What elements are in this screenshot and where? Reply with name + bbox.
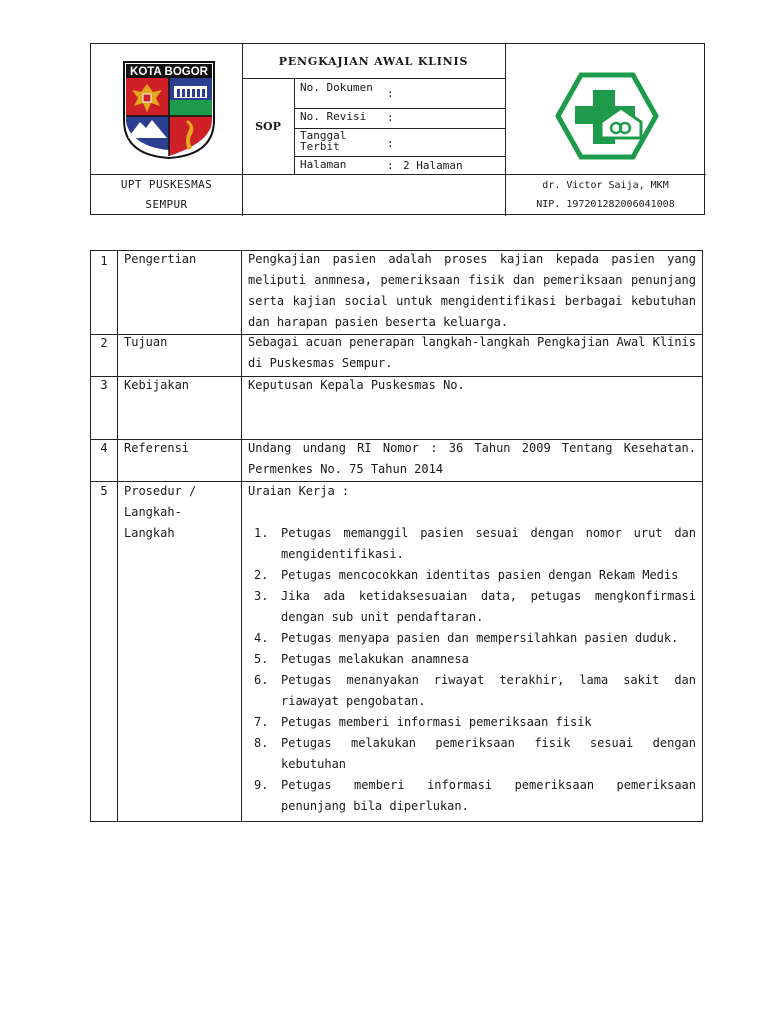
- upt-line-2: SEMPUR: [145, 198, 188, 211]
- table-divider: [117, 251, 118, 821]
- document-title: PENGKAJIAN AWAL KLINIS: [278, 54, 469, 68]
- meta-row-dokumen: [294, 81, 505, 108]
- row-content: Keputusan Kepala Puskesmas No.: [248, 378, 465, 392]
- kota-bogor-logo: [122, 60, 216, 160]
- step-text: Petugas melakukan pemeriksaan fisik sesuai dengan kebutuhan: [281, 736, 696, 771]
- step-number: 7.: [254, 715, 269, 729]
- row-number: 2: [100, 336, 108, 350]
- procedure-step: [248, 586, 696, 628]
- row-label: Referensi: [124, 441, 190, 455]
- meta-colon: :: [387, 87, 394, 100]
- document-header: [90, 43, 705, 215]
- step-number: 9.: [254, 778, 269, 792]
- step-number: 5.: [254, 652, 269, 666]
- procedure-content: [248, 481, 696, 817]
- procedure-step: [248, 565, 696, 586]
- meta-label: Halaman: [300, 158, 347, 171]
- sop-label: SOP: [255, 119, 281, 133]
- meta-colon: :: [387, 159, 394, 172]
- step-number: 6.: [254, 673, 269, 687]
- step-number: 4.: [254, 631, 269, 645]
- upt-name: [91, 174, 242, 216]
- meta-label: Tanggal Terbit: [300, 129, 347, 153]
- row-label: Tujuan: [124, 335, 168, 349]
- procedure-step: [248, 523, 696, 565]
- procedure-step: [248, 733, 696, 775]
- step-text: Petugas memanggil pasien sesuai dengan nomor urut dan mengidentifikasi.: [281, 526, 696, 561]
- step-number: 1.: [254, 526, 269, 540]
- step-text: Jika ada ketidaksesuaian data, petugas mengkonfirmasi dengan sub unit pendaftaran.: [281, 589, 696, 624]
- signatory: [505, 174, 706, 216]
- procedure-step: [248, 712, 696, 733]
- step-text: Petugas memberi informasi pemeriksaan fisik: [281, 715, 592, 729]
- meta-row-revisi: [294, 110, 505, 128]
- puskesmas-logo-icon: [555, 72, 659, 160]
- meta-label: No. Revisi: [300, 110, 367, 123]
- upt-line-1: UPT PUSKESMAS: [120, 178, 213, 191]
- step-number: 2.: [254, 568, 269, 582]
- step-text: Petugas melakukan anamnesa: [281, 652, 469, 666]
- meta-value: 2 Halaman: [403, 159, 463, 172]
- step-text: Petugas menanyakan riwayat terakhir, lama sakit dan riawayat pengobatan.: [281, 673, 696, 708]
- header-divider: [294, 108, 505, 109]
- meta-row-halaman: [294, 158, 505, 174]
- procedure-steps: [248, 523, 696, 817]
- signer-name: dr. Victor Saija, MKM: [542, 180, 669, 191]
- signer-nip: NIP. 197201282006041008: [536, 199, 675, 210]
- sop-table: [90, 250, 703, 822]
- procedure-step: [248, 775, 696, 817]
- step-text: Petugas menyapa pasien dan mempersilahkan pasien duduk.: [281, 631, 679, 645]
- meta-row-tanggal: [294, 130, 505, 156]
- row-label: Pengertian: [124, 252, 197, 266]
- step-text: Petugas memberi informasi pemeriksaan pemeriksaan penunjang bila diperlukan.: [281, 778, 696, 813]
- meta-colon: :: [387, 111, 394, 124]
- row-number: 3: [100, 378, 108, 392]
- table-divider: [241, 251, 242, 821]
- procedure-step: [248, 649, 696, 670]
- city-label: KOTA BOGOR: [130, 66, 208, 78]
- row-number: 5: [100, 484, 108, 498]
- header-divider: [294, 156, 505, 157]
- row-content: Pengkajian pasien adalah proses kajian kepada pasien yang meliputi anmnesa, pemeriksaan fisik dan pemeriksaan penunjang serta kajian social untuk mengidentifikasi berbagai kebutuhan dan harapan pasien beserta keluarga.: [248, 252, 696, 329]
- row-content: Sebagai acuan penerapan langkah-langkah Pengkajian Awal Klinis di Puskesmas Sempur.: [248, 335, 696, 370]
- row-label: Prosedur / Langkah-Langkah: [124, 484, 197, 540]
- procedure-intro: Uraian Kerja :: [248, 484, 350, 498]
- row-number: 1: [100, 254, 108, 268]
- procedure-step: [248, 670, 696, 712]
- step-text: Petugas mencocokkan identitas pasien dengan Rekam Medis: [281, 568, 679, 582]
- row-number: 4: [100, 441, 108, 455]
- meta-colon: :: [387, 137, 394, 150]
- row-label: Kebijakan: [124, 378, 190, 392]
- meta-label: No. Dokumen: [300, 81, 373, 94]
- puskesmas-logo: [555, 72, 659, 160]
- row-content: Undang undang RI Nomor : 36 Tahun 2009 Tentang Kesehatan. Permenkes No. 75 Tahun 2014: [248, 441, 696, 476]
- step-number: 3.: [254, 589, 269, 603]
- step-number: 8.: [254, 736, 269, 750]
- procedure-step: [248, 628, 696, 649]
- kota-bogor-shield-icon: [122, 60, 216, 160]
